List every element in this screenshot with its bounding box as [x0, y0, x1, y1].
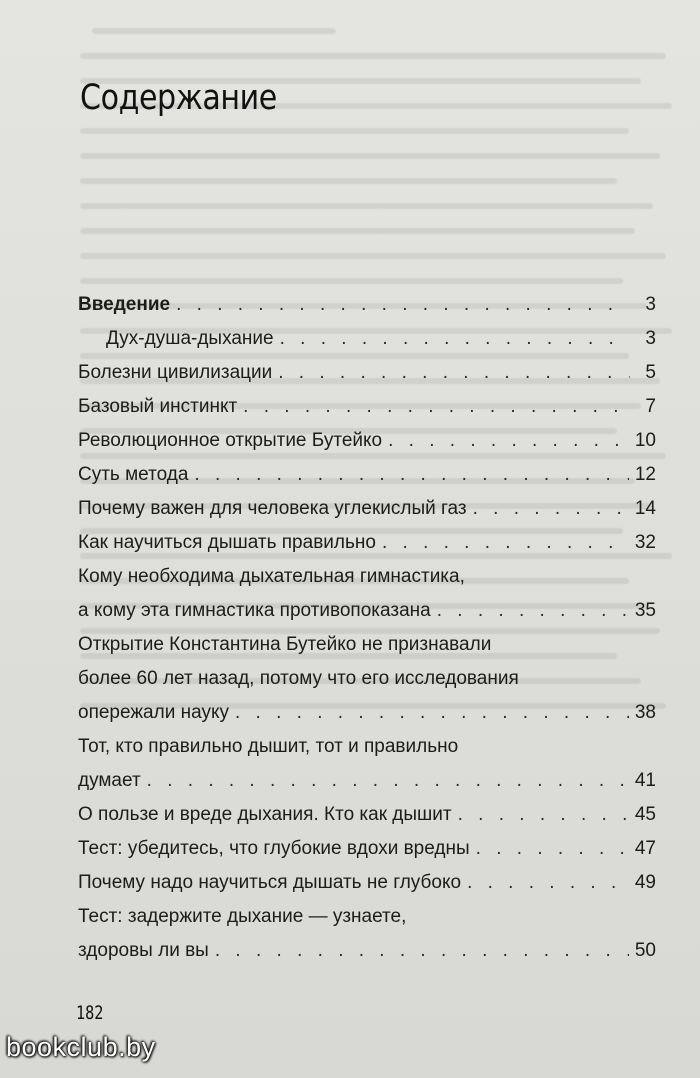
- dot-leader: [476, 832, 629, 866]
- toc-entry-title: Революционное открытие Бутейко: [78, 430, 383, 451]
- dot-leader: [458, 798, 629, 832]
- toc-entry: [78, 832, 656, 866]
- toc-entry-title: Дух-душа-дыхание: [106, 328, 274, 349]
- dot-leader: [382, 526, 629, 560]
- toc-entry-line: Тест: задержите дыхание — узнаете,: [78, 906, 407, 927]
- page-title: Содержание: [80, 78, 277, 118]
- toc-entry-page: 3: [645, 294, 656, 315]
- toc-entry-title: Введение: [78, 294, 171, 315]
- toc-entry-page: 35: [634, 600, 656, 621]
- toc-entry-title: О пользе и вреде дыхания. Кто как дышит: [78, 804, 452, 825]
- toc-entry: [78, 390, 656, 424]
- page-number: 182: [76, 1002, 104, 1024]
- toc-entry-line: Тот, кто правильно дышит, тот и правильно: [78, 736, 459, 757]
- toc-entry-page: 14: [634, 498, 656, 519]
- toc-entry-title: Тест: убедитесь, что глубокие вдохи вредны: [78, 838, 470, 859]
- toc-entry: [78, 594, 656, 628]
- toc-entry: [78, 866, 656, 900]
- toc-entry-page: 41: [634, 770, 656, 791]
- toc-entry: [78, 322, 656, 356]
- toc-entry-title: а кому эта гимнастика противопоказана: [78, 600, 431, 621]
- toc-entry-title: Почему надо научиться дышать не глубоко: [78, 872, 462, 893]
- toc-entry-page: 3: [645, 328, 656, 349]
- toc-entry-title: Как научиться дышать правильно: [78, 532, 376, 553]
- toc-entry-title: Болезни цивилизации: [78, 362, 273, 383]
- toc-entry: [78, 696, 656, 730]
- toc-entry: [78, 356, 656, 390]
- toc-entry: [78, 424, 656, 458]
- dot-leader: [147, 764, 629, 798]
- toc-entry-page: 5: [645, 362, 656, 383]
- table-of-contents: [78, 288, 656, 968]
- dot-leader: [278, 356, 630, 390]
- dot-leader: [280, 322, 630, 356]
- dot-leader: [388, 424, 629, 458]
- toc-entry-title: Суть метода: [78, 464, 189, 485]
- toc-entry-title: опережали науку: [78, 702, 229, 723]
- dot-leader: [473, 492, 629, 526]
- toc-entry-page: 45: [634, 804, 656, 825]
- toc-entry: [78, 798, 656, 832]
- toc-entry-title: думает: [78, 770, 141, 791]
- toc-entry-page: 12: [634, 464, 656, 485]
- toc-entry: [78, 458, 656, 492]
- dot-leader: [194, 458, 628, 492]
- toc-entry-page: 47: [634, 838, 656, 859]
- toc-entry: [78, 934, 656, 968]
- toc-entry-line: Открытие Константина Бутейко не признавали: [78, 634, 492, 655]
- toc-entry-title: Почему важен для человека углекислый газ: [78, 498, 467, 519]
- dot-leader: [243, 390, 630, 424]
- toc-entry-page: 7: [645, 396, 656, 417]
- toc-entry-page: 38: [634, 702, 656, 723]
- dot-leader: [215, 934, 629, 968]
- toc-entry: [78, 288, 656, 322]
- dot-leader: [176, 288, 630, 322]
- watermark: bookclub.by: [6, 1032, 156, 1062]
- toc-entry-page: 32: [634, 532, 656, 553]
- toc-entry-title: Базовый инстинкт: [78, 396, 238, 417]
- toc-entry: [78, 526, 656, 560]
- toc-entry-line: Кому необходима дыхательная гимнастика,: [78, 566, 465, 587]
- dot-leader: [467, 866, 629, 900]
- toc-entry-page: 10: [634, 430, 656, 451]
- toc-entry-line: более 60 лет назад, потому что его исследования: [78, 668, 519, 689]
- toc-entry: [78, 764, 656, 798]
- toc-entry-page: 50: [634, 940, 656, 961]
- toc-entry-title: здоровы ли вы: [78, 940, 209, 961]
- toc-entry-page: 49: [634, 872, 656, 893]
- dot-leader: [437, 594, 629, 628]
- toc-entry: [78, 492, 656, 526]
- dot-leader: [235, 696, 629, 730]
